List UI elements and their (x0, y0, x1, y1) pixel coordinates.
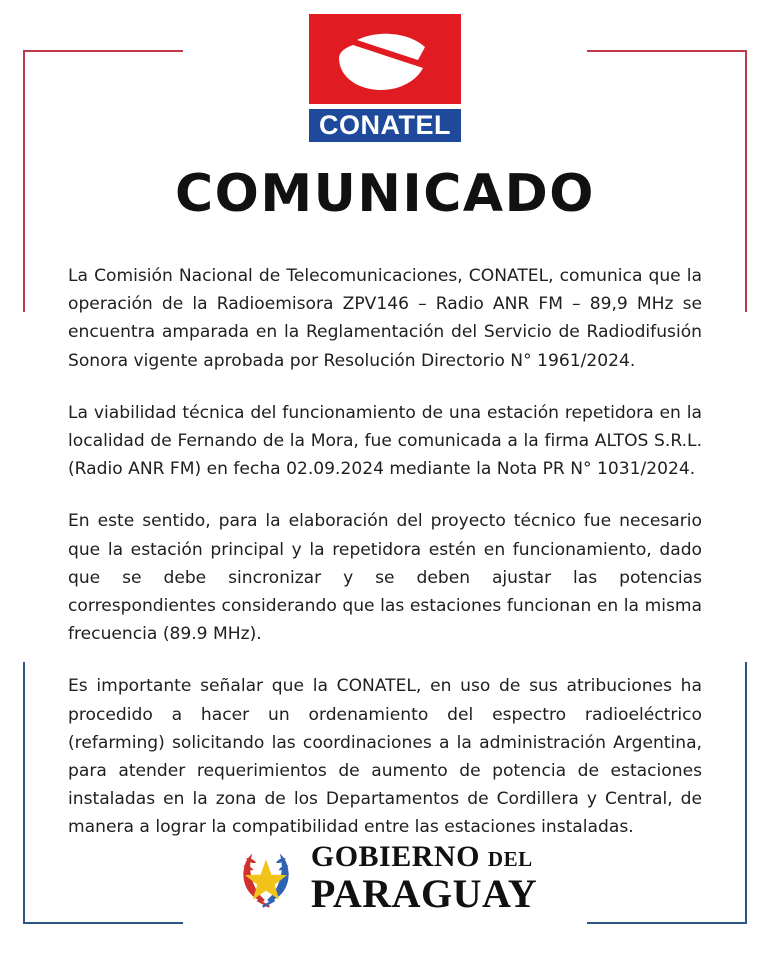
gov-wordmark-del: DEL (487, 847, 533, 871)
gov-wordmark-line-1 (311, 842, 537, 872)
gov-wordmark-gobierno: GOBIERNO (310, 840, 480, 873)
paragraph: La Comisión Nacional de Telecomunicaciones, CONATEL, comunica que la operación de la Radioemisora ZPV146 – Radio ANR FM – 89,9 MHz se encuentra amparada en la Reglamentación del Servicio de Radiodifusión Sonora vigente aprobada por Resolución Directorio N° 1961/2024. (68, 266, 702, 371)
paragraph: En este sentido, para la elaboración del proyecto técnico fue necesario que la estación principal y la repetidora estén en funcionamiento, dado que se debe sincronizar y se deben ajustar las potencias correspondientes considerando que las estaciones funcionan en la misma frecuencia (89.9 MHz). (68, 511, 702, 645)
paragraph: Es importante señalar que la CONATEL, en uso de sus atribuciones ha procedido a hacer un ordenamiento del espectro radioeléctrico (refarming) solicitando las coordinaciones a la administración Argentina, para atender requerimientos de aumento de potencia de estaciones instaladas en la zona de los Departamentos de Cordillera y Central, de manera a lograr la compatibilidad entre las estaciones instaladas. (68, 676, 702, 838)
page-title: COMUNICADO (175, 164, 595, 224)
gov-wordmark-paraguay: PARAGUAY (310, 871, 538, 916)
footer-gobierno-del-paraguay (0, 842, 770, 914)
conatel-wordmark: CONATEL (309, 109, 461, 142)
conatel-c-mark-icon (309, 14, 461, 104)
paragraph: La viabilidad técnica del funcionamiento de una estación repetidora en la localidad de Fernando de la Mora, fue comunicada a la firma ALTOS S.R.L. (Radio ANR FM) en fecha 02.09.2024 mediante la Nota PR N° 1031/2024. (68, 402, 702, 480)
conatel-logo (0, 14, 770, 142)
body-copy (68, 262, 702, 842)
paraguay-laurel-star-emblem-icon (233, 845, 299, 911)
gobierno-del-paraguay-wordmark (311, 842, 537, 914)
